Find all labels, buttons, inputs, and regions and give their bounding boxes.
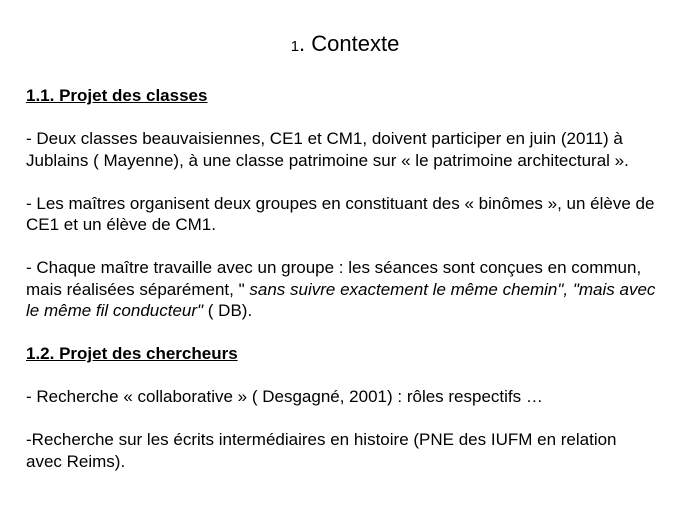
paragraph-groupes-binomes: - Les maîtres organisent deux groupes en constituant des « binômes », un élève de CE1 et un élève de CM1. bbox=[26, 193, 655, 234]
paragraph-seances-text: - Chaque maître travaille avec un groupe : les séances sont conçues en commun, mais réalisées séparément, " bbox=[26, 258, 642, 299]
paragraph-classes-participation: - Deux classes beauvaisiennes, CE1 et CM1, doivent participer en juin (2011) à Jublains ( Mayenne), à une classe patrimoine sur « le patrimoine architectural ». bbox=[26, 129, 629, 170]
paragraph-recherche-collaborative: - Recherche « collaborative » ( Desgagné, 2001) : rôles respectifs … bbox=[26, 387, 543, 406]
section-heading-projet-chercheurs: 1.2. Projet des chercheurs bbox=[26, 344, 238, 363]
slide-content bbox=[26, 85, 656, 472]
section-heading-projet-classes: 1.1. Projet des classes bbox=[26, 86, 208, 105]
title-text: . Contexte bbox=[299, 31, 400, 56]
paragraph-recherche-ecrits: -Recherche sur les écrits intermédiaires en histoire (PNE des IUFM en relation avec Reims). bbox=[26, 430, 617, 471]
paragraph-seances-ref: ( DB). bbox=[203, 301, 253, 320]
title-number: 1 bbox=[290, 38, 300, 55]
slide-title bbox=[0, 30, 690, 61]
paragraph-seances bbox=[26, 257, 656, 322]
paragraph-seances-quote: sans suivre exactement le même chemin", "mais avec le même fil conducteur" bbox=[26, 279, 656, 320]
